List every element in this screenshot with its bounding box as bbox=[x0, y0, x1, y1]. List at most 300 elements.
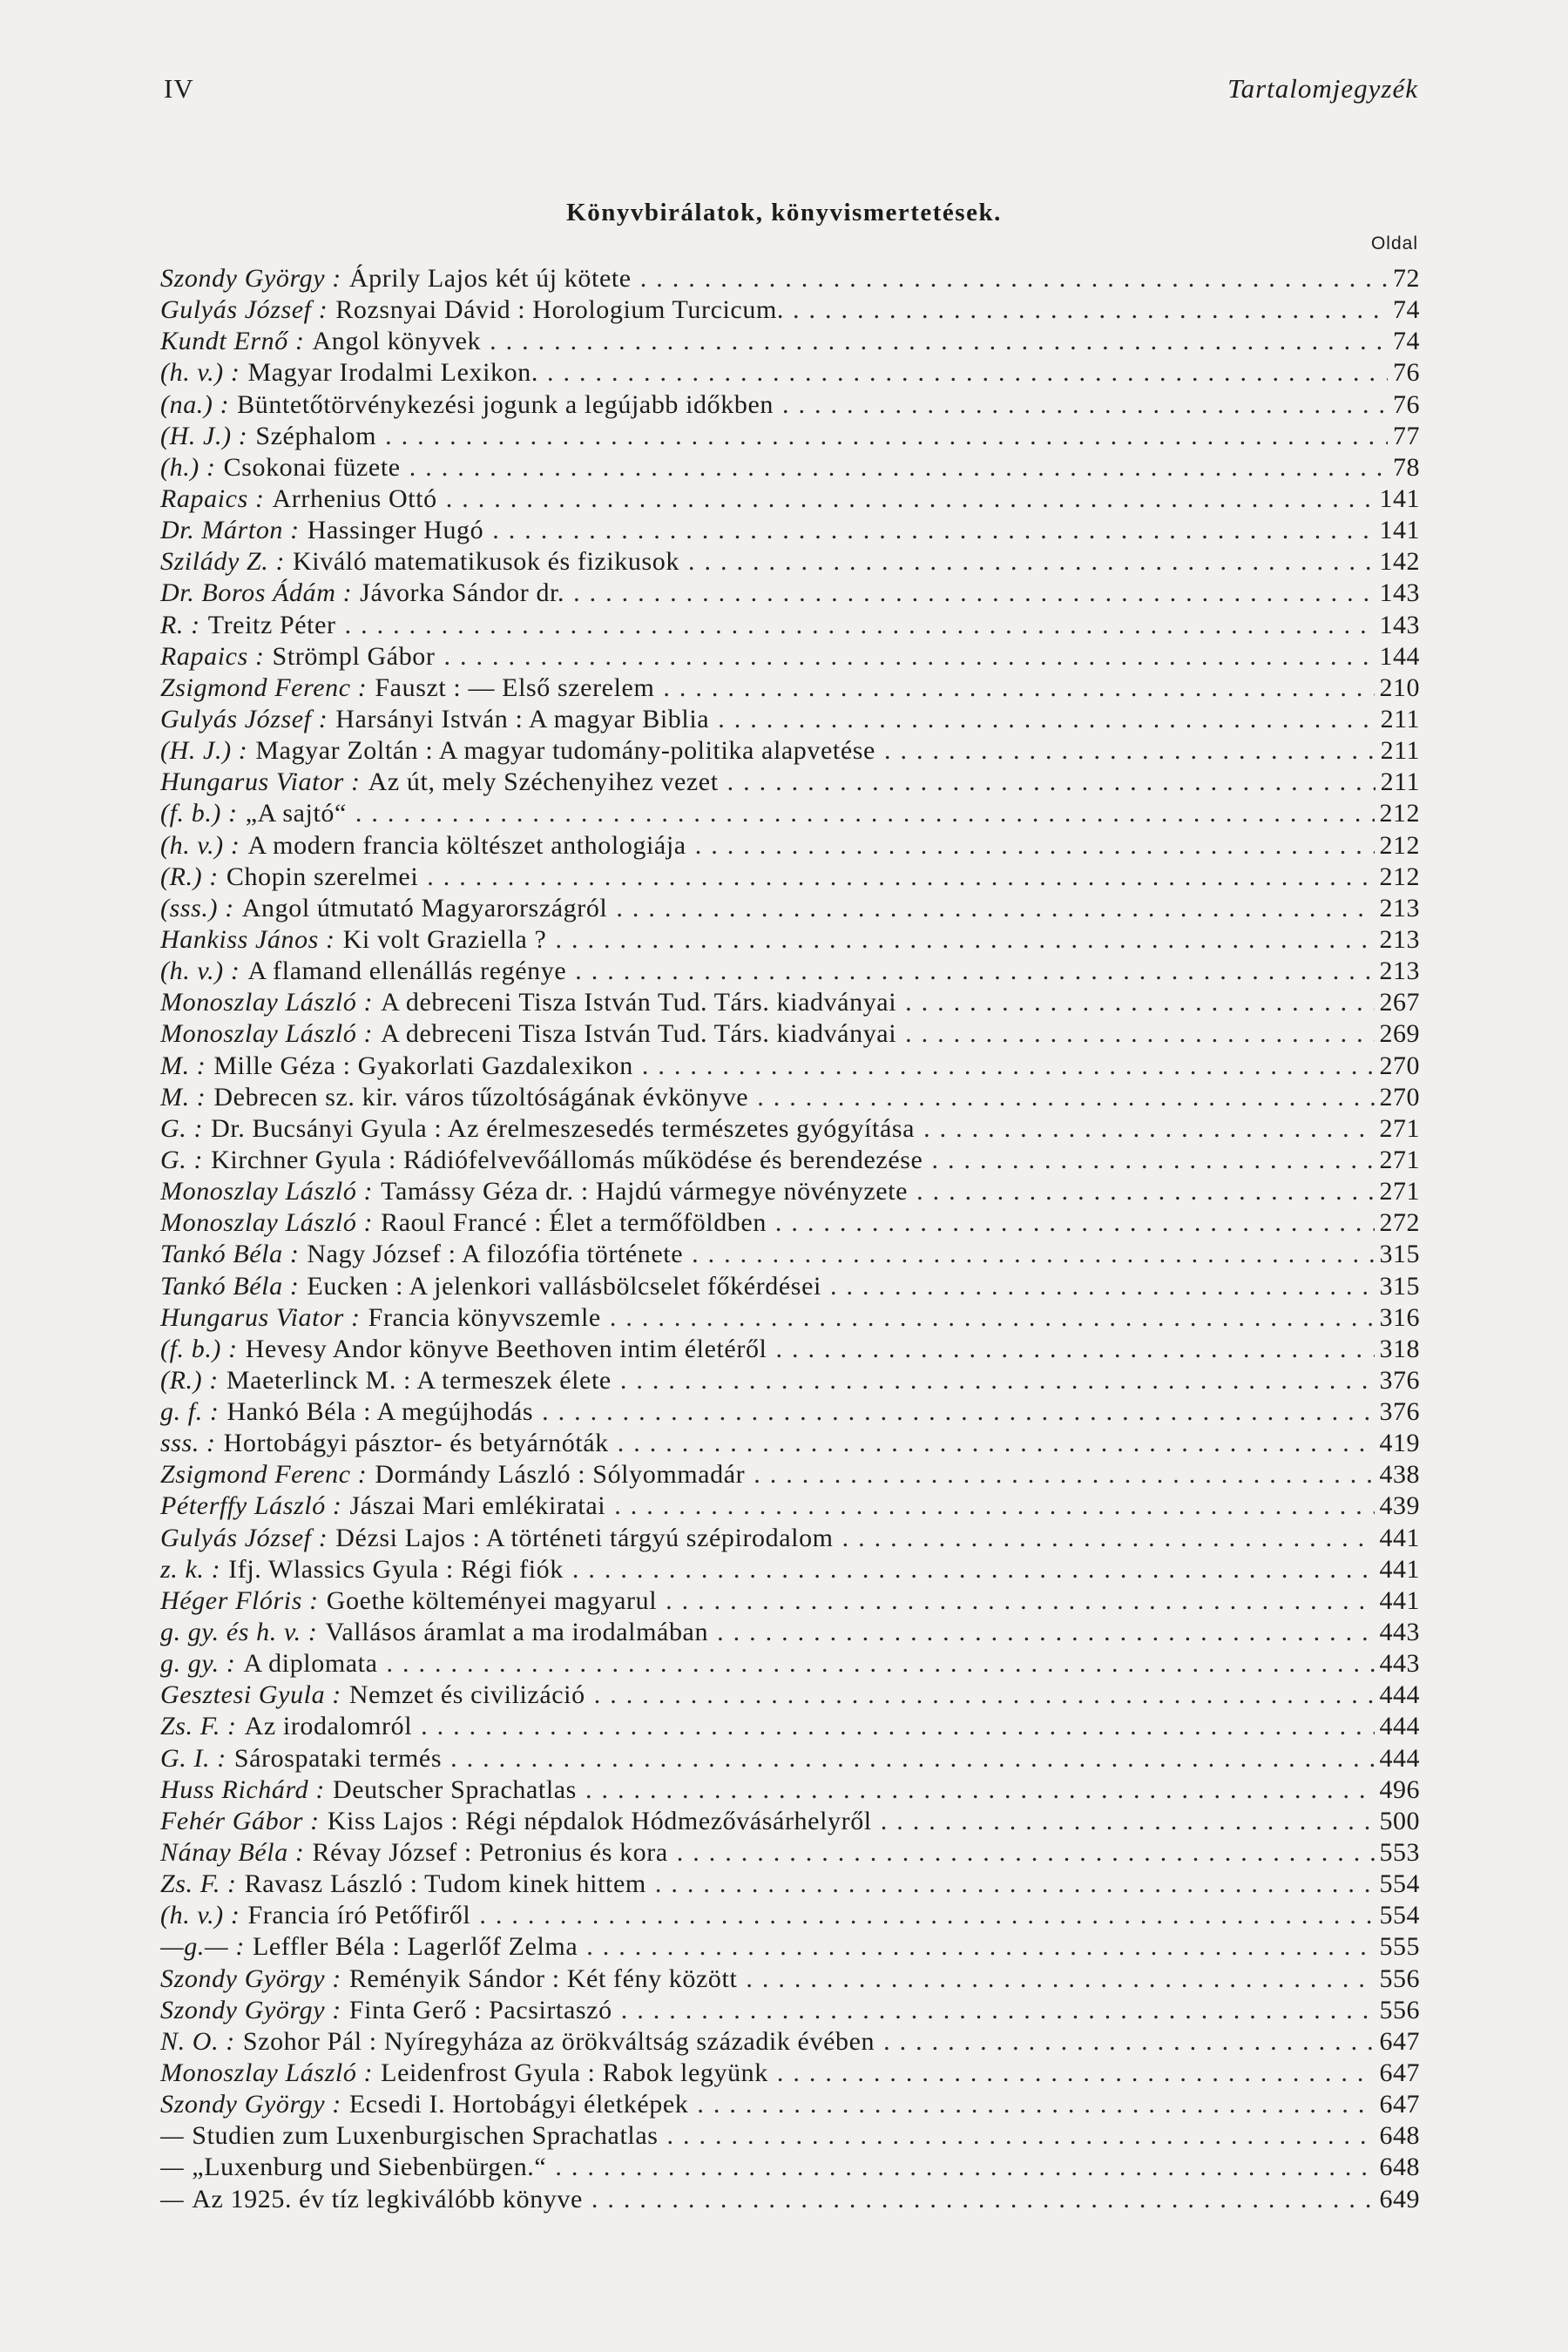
toc-entry bbox=[160, 767, 1420, 798]
entry-reviewer: Szondy György : bbox=[160, 1995, 341, 2024]
entry-reviewer: Monoszlay László : bbox=[160, 1208, 374, 1238]
dot-leader bbox=[481, 326, 1388, 357]
toc-entry bbox=[160, 1396, 1420, 1428]
dot-leader bbox=[657, 1585, 1374, 1617]
entry-page-number: 318 bbox=[1379, 1334, 1420, 1363]
dot-leader bbox=[767, 1334, 1374, 1365]
entry-page-number: 500 bbox=[1379, 1806, 1420, 1835]
entry-reviewer: N. O. : bbox=[160, 2026, 235, 2056]
entry-reviewer: z. k. : bbox=[160, 1554, 221, 1584]
entry-title: Angol útmutató Magyarországról bbox=[241, 893, 608, 923]
entry-reviewer: Hungarus Viator : bbox=[160, 1302, 361, 1332]
dot-leader bbox=[683, 1239, 1374, 1270]
entry-title: Chopin szerelmei bbox=[226, 862, 419, 891]
toc-entry bbox=[160, 641, 1420, 672]
entry-title: Francia könyvszemle bbox=[368, 1302, 601, 1332]
entry-title: Fauszt : — Első szerelem bbox=[375, 672, 655, 702]
dot-leader bbox=[418, 862, 1374, 893]
toc-entry-list bbox=[160, 263, 1420, 2215]
dot-leader bbox=[688, 2089, 1374, 2120]
toc-entry bbox=[160, 546, 1420, 578]
entry-page-number: 141 bbox=[1379, 483, 1420, 513]
dot-leader bbox=[577, 1774, 1375, 1806]
entry-page-number: 210 bbox=[1379, 672, 1420, 702]
entry-title: Csokonai füzete bbox=[223, 452, 401, 482]
entry-title: Reményik Sándor : Két fény között bbox=[348, 1963, 738, 1993]
dot-leader bbox=[607, 893, 1374, 924]
entry-page-number: 315 bbox=[1379, 1240, 1420, 1269]
dot-leader bbox=[564, 578, 1374, 609]
entry-page-number: 554 bbox=[1379, 1901, 1420, 1930]
dot-leader bbox=[896, 987, 1374, 1018]
dot-leader bbox=[774, 389, 1388, 421]
toc-entry bbox=[160, 1082, 1420, 1113]
entry-page-number: 142 bbox=[1379, 547, 1420, 577]
entry-page-number: 438 bbox=[1379, 1460, 1420, 1490]
toc-entry bbox=[160, 1963, 1420, 1995]
toc-entry bbox=[160, 1648, 1420, 1680]
entry-page-number: 211 bbox=[1380, 704, 1420, 733]
entry-title: Rozsnyai Dávid : Horologium Turcicum. bbox=[335, 295, 784, 325]
entry-reviewer: Nánay Béla : bbox=[160, 1838, 305, 1868]
entry-title: Strömpl Gábor bbox=[272, 641, 436, 671]
entry-title: Dormándy László : Sólyommadár bbox=[375, 1460, 746, 1490]
entry-title: Raoul Francé : Élet a termőföldben bbox=[381, 1208, 767, 1238]
entry-page-number: 444 bbox=[1379, 1743, 1420, 1773]
dot-leader bbox=[583, 2184, 1375, 2215]
entry-reviewer: (R.) : bbox=[160, 1365, 219, 1395]
entry-reviewer: Szondy György : bbox=[160, 1963, 341, 1993]
dot-leader bbox=[412, 1711, 1374, 1742]
entry-title: Ravasz László : Tudom kinek hittem bbox=[244, 1869, 646, 1899]
entry-page-number: 74 bbox=[1393, 295, 1420, 325]
dot-leader bbox=[578, 1931, 1374, 1963]
toc-entry bbox=[160, 1554, 1420, 1585]
dot-leader bbox=[470, 1900, 1374, 1931]
toc-entry bbox=[160, 893, 1420, 924]
entry-page-number: 270 bbox=[1379, 1051, 1420, 1080]
toc-entry bbox=[160, 326, 1420, 357]
entry-reviewer: — bbox=[160, 2121, 185, 2151]
toc-entry bbox=[160, 956, 1420, 987]
entry-title: Révay József : Petronius és kora bbox=[312, 1838, 668, 1868]
entry-page-number: 444 bbox=[1379, 1680, 1420, 1710]
entry-title: Deutscher Sprachatlas bbox=[332, 1774, 577, 1804]
toc-entry bbox=[160, 987, 1420, 1018]
entry-title: Harsányi István : A magyar Biblia bbox=[335, 704, 710, 733]
entry-page-number: 271 bbox=[1379, 1113, 1420, 1143]
entry-title: Dézsi Lajos : A történeti tárgyú szépirodalom bbox=[335, 1523, 834, 1552]
entry-reviewer: Gulyás József : bbox=[160, 1523, 328, 1552]
entry-page-number: 443 bbox=[1379, 1618, 1420, 1647]
entry-reviewer: (sss.) : bbox=[160, 893, 234, 923]
entry-title: Angol könyvek bbox=[312, 327, 482, 356]
entry-reviewer: Szilády Z. : bbox=[160, 547, 286, 577]
entry-reviewer: Zs. F. : bbox=[160, 1869, 237, 1899]
entry-title: Hassinger Hugó bbox=[307, 516, 484, 545]
toc-entry bbox=[160, 2089, 1420, 2120]
dot-leader bbox=[768, 2058, 1375, 2089]
entry-page-number: 213 bbox=[1379, 956, 1420, 986]
entry-page-number: 496 bbox=[1379, 1774, 1420, 1804]
entry-title: Debrecen sz. kir. város tűzoltóságának évkönyve bbox=[213, 1082, 749, 1112]
toc-entry bbox=[160, 830, 1420, 862]
toc-entry bbox=[160, 735, 1420, 767]
entry-page-number: 271 bbox=[1379, 1177, 1420, 1206]
entry-page-number: 647 bbox=[1379, 2090, 1420, 2119]
toc-entry bbox=[160, 610, 1420, 641]
entry-title: A diplomata bbox=[243, 1649, 378, 1679]
entry-reviewer: Zsigmond Ferenc : bbox=[160, 1460, 368, 1490]
entry-reviewer: G. I. : bbox=[160, 1743, 226, 1773]
dot-leader bbox=[336, 610, 1375, 641]
dot-leader bbox=[436, 641, 1375, 672]
entry-reviewer: (h. v.) : bbox=[160, 358, 240, 388]
toc-entry bbox=[160, 862, 1420, 893]
dot-leader bbox=[719, 767, 1375, 798]
entry-title: Kiss Lajos : Régi népdalok Hódmezővásárhelyről bbox=[327, 1806, 872, 1835]
entry-page-number: 211 bbox=[1380, 767, 1420, 797]
dot-leader bbox=[585, 1680, 1375, 1711]
entry-reviewer: Gesztesi Gyula : bbox=[160, 1680, 341, 1710]
toc-entry bbox=[160, 515, 1420, 546]
entry-page-number: 270 bbox=[1379, 1082, 1420, 1112]
entry-title: Az irodalomról bbox=[244, 1712, 413, 1741]
entry-page-number: 144 bbox=[1379, 641, 1420, 671]
dot-leader bbox=[908, 1176, 1374, 1207]
dot-leader bbox=[483, 515, 1374, 546]
entry-reviewer: Dr. Márton : bbox=[160, 516, 300, 545]
entry-page-number: 271 bbox=[1379, 1145, 1420, 1174]
dot-leader bbox=[612, 1365, 1375, 1396]
entry-title: Sárospataki termés bbox=[233, 1743, 443, 1773]
entry-reviewer: Zs. F. : bbox=[160, 1712, 237, 1741]
entry-reviewer: — bbox=[160, 2184, 185, 2213]
entry-page-number: 72 bbox=[1393, 264, 1420, 293]
toc-entry bbox=[160, 1837, 1420, 1869]
dot-leader bbox=[748, 1082, 1374, 1113]
toc-entry bbox=[160, 1743, 1420, 1774]
entry-title: Maeterlinck M. : A termeszek élete bbox=[226, 1365, 612, 1395]
entry-reviewer: Péterffy László : bbox=[160, 1491, 342, 1521]
toc-entry bbox=[160, 2058, 1420, 2089]
dot-leader bbox=[834, 1523, 1375, 1554]
dot-leader bbox=[875, 2026, 1374, 2058]
entry-title: A flamand ellenállás regénye bbox=[247, 956, 567, 986]
entry-title: Magyar Irodalmi Lexikon. bbox=[247, 358, 538, 388]
toc-entry bbox=[160, 1428, 1420, 1459]
toc-entry bbox=[160, 924, 1420, 956]
entry-page-number: 212 bbox=[1379, 862, 1420, 891]
entry-reviewer: Monoszlay László : bbox=[160, 1019, 374, 1049]
dot-leader bbox=[659, 2120, 1375, 2152]
toc-entry bbox=[160, 263, 1420, 294]
entry-page-number: 554 bbox=[1379, 1869, 1420, 1899]
entry-title: Vallásos áramlat a ma irodalmában bbox=[325, 1618, 709, 1647]
dot-leader bbox=[564, 1554, 1375, 1585]
entry-page-number: 441 bbox=[1379, 1554, 1420, 1584]
toc-entry bbox=[160, 389, 1420, 421]
entry-page-number: 649 bbox=[1379, 2184, 1420, 2213]
entry-reviewer: Zsigmond Ferenc : bbox=[160, 672, 368, 702]
toc-entry bbox=[160, 1931, 1420, 1963]
dot-leader bbox=[376, 421, 1388, 452]
entry-page-number: 212 bbox=[1379, 830, 1420, 860]
entry-reviewer: Monoszlay László : bbox=[160, 988, 374, 1017]
dot-leader bbox=[601, 1302, 1375, 1334]
entry-reviewer: Hungarus Viator : bbox=[160, 767, 361, 797]
entry-title: Jászai Mari emlékiratai bbox=[349, 1491, 606, 1521]
entry-reviewer: (f. b.) : bbox=[160, 1334, 238, 1363]
entry-title: Francia író Petőfiről bbox=[247, 1901, 471, 1930]
entry-page-number: 647 bbox=[1379, 2058, 1420, 2088]
entry-reviewer: Huss Richárd : bbox=[160, 1774, 325, 1804]
entry-page-number: 441 bbox=[1379, 1523, 1420, 1552]
entry-reviewer: Rapaics : bbox=[160, 483, 265, 513]
dot-leader bbox=[767, 1207, 1375, 1239]
entry-page-number: 77 bbox=[1393, 421, 1420, 450]
entry-reviewer: Gulyás József : bbox=[160, 295, 328, 325]
entry-reviewer: (h.) : bbox=[160, 452, 216, 482]
entry-page-number: 439 bbox=[1379, 1491, 1420, 1521]
entry-reviewer: (h. v.) : bbox=[160, 956, 240, 986]
dot-leader bbox=[633, 1051, 1375, 1082]
page-column-label: Oldal bbox=[1370, 233, 1418, 253]
dot-leader bbox=[442, 1743, 1374, 1774]
page-number-roman: IV bbox=[164, 73, 194, 104]
entry-title: Leidenfrost Gyula : Rabok legyünk bbox=[381, 2058, 768, 2088]
entry-title: Kiváló matematikusok és fizikusok bbox=[293, 547, 679, 577]
dot-leader bbox=[566, 956, 1374, 987]
entry-title: Goethe költeményei magyarul bbox=[326, 1585, 658, 1615]
entry-title: Hortobágyi pásztor- és betyárnóták bbox=[223, 1429, 609, 1458]
toc-entry bbox=[160, 2152, 1420, 2183]
entry-page-number: 556 bbox=[1379, 1995, 1420, 2024]
entry-title: Treitz Péter bbox=[207, 610, 336, 639]
toc-entry bbox=[160, 1365, 1420, 1396]
toc-entry bbox=[160, 1900, 1420, 1931]
entry-reviewer: G. : bbox=[160, 1145, 204, 1174]
entry-reviewer: Dr. Boros Ádám : bbox=[160, 578, 353, 608]
running-title: Tartalomjegyzék bbox=[1227, 73, 1418, 104]
entry-page-number: 211 bbox=[1380, 736, 1420, 766]
toc-entry bbox=[160, 1490, 1420, 1522]
entry-reviewer: Fehér Gábor : bbox=[160, 1806, 320, 1835]
toc-entry bbox=[160, 1995, 1420, 2026]
entry-title: Széphalom bbox=[255, 421, 377, 450]
entry-reviewer: g. gy. : bbox=[160, 1649, 236, 1679]
entry-title: Mille Géza : Gyakorlati Gazdalexikon bbox=[213, 1051, 633, 1080]
dot-leader bbox=[605, 1490, 1374, 1522]
entry-page-number: 269 bbox=[1379, 1019, 1420, 1049]
entry-reviewer: Monoszlay László : bbox=[160, 1177, 374, 1206]
entry-reviewer: (h. v.) : bbox=[160, 830, 240, 860]
entry-title: „A sajtó“ bbox=[245, 799, 347, 828]
dot-leader bbox=[708, 1617, 1374, 1648]
dot-leader bbox=[709, 704, 1375, 735]
entry-reviewer: (H. J.) : bbox=[160, 736, 248, 766]
dot-leader bbox=[668, 1837, 1375, 1869]
entry-title: Hevesy Andor könyve Beethoven intim életéről bbox=[245, 1334, 767, 1363]
toc-entry bbox=[160, 1051, 1420, 1082]
entry-title: Tamássy Géza dr. : Hajdú vármegye növényzete bbox=[381, 1177, 909, 1206]
entry-reviewer: Rapaics : bbox=[160, 641, 265, 671]
toc-entry bbox=[160, 452, 1420, 483]
dot-leader bbox=[609, 1428, 1375, 1459]
toc-entry bbox=[160, 1207, 1420, 1239]
entry-title: Magyar Zoltán : A magyar tudomány-politika alapvetése bbox=[255, 736, 875, 766]
page-header bbox=[0, 73, 1568, 108]
dot-leader bbox=[654, 672, 1374, 704]
entry-page-number: 213 bbox=[1379, 924, 1420, 954]
entry-page-number: 76 bbox=[1393, 389, 1420, 419]
toc-entry bbox=[160, 1334, 1420, 1365]
toc-entry bbox=[160, 2184, 1420, 2215]
entry-page-number: 444 bbox=[1379, 1712, 1420, 1741]
section-title: Könyvbirálatok, könyvismertetések. bbox=[566, 199, 1002, 226]
dot-leader bbox=[347, 798, 1375, 829]
entry-title: „Luxenburg und Siebenbürgen.“ bbox=[192, 2153, 547, 2182]
entry-page-number: 648 bbox=[1379, 2153, 1420, 2182]
toc-entry bbox=[160, 578, 1420, 609]
dot-leader bbox=[896, 1018, 1374, 1050]
entry-reviewer: Tankó Béla : bbox=[160, 1240, 300, 1269]
toc-entry bbox=[160, 421, 1420, 452]
entry-page-number: 74 bbox=[1393, 327, 1420, 356]
toc-entry bbox=[160, 1617, 1420, 1648]
entry-title: Finta Gerő : Pacsirtaszó bbox=[348, 1995, 612, 2024]
entry-reviewer: Tankó Béla : bbox=[160, 1271, 300, 1301]
dot-leader bbox=[538, 357, 1388, 389]
dot-leader bbox=[546, 924, 1374, 956]
entry-title: A modern francia költészet anthologiája bbox=[247, 830, 686, 860]
entry-page-number: 376 bbox=[1379, 1365, 1420, 1395]
entry-page-number: 648 bbox=[1379, 2121, 1420, 2151]
entry-page-number: 141 bbox=[1379, 516, 1420, 545]
toc-entry bbox=[160, 1680, 1420, 1711]
entry-reviewer: G. : bbox=[160, 1113, 204, 1143]
toc-entry bbox=[160, 1774, 1420, 1806]
dot-leader bbox=[378, 1648, 1375, 1680]
entry-title: Jávorka Sándor dr. bbox=[360, 578, 565, 608]
entry-reviewer: (na.) : bbox=[160, 389, 230, 419]
dot-leader bbox=[784, 294, 1388, 326]
entry-page-number: 556 bbox=[1379, 1963, 1420, 1993]
entry-page-number: 555 bbox=[1379, 1932, 1420, 1962]
entry-page-number: 419 bbox=[1379, 1429, 1420, 1458]
toc-entry bbox=[160, 1806, 1420, 1837]
entry-page-number: 553 bbox=[1379, 1838, 1420, 1868]
entry-page-number: 315 bbox=[1379, 1271, 1420, 1301]
entry-title: Nemzet és civilizáció bbox=[348, 1680, 585, 1710]
entry-page-number: 76 bbox=[1393, 358, 1420, 388]
entry-reviewer: Monoszlay László : bbox=[160, 2058, 374, 2088]
entry-reviewer: Szondy György : bbox=[160, 264, 341, 293]
dot-leader bbox=[821, 1271, 1375, 1302]
entry-page-number: 267 bbox=[1379, 988, 1420, 1017]
entry-reviewer: (f. b.) : bbox=[160, 799, 238, 828]
dot-leader bbox=[915, 1113, 1374, 1145]
entry-title: Az 1925. év tíz legkiválóbb könyve bbox=[192, 2184, 583, 2213]
toc-entry bbox=[160, 1302, 1420, 1334]
toc-entry bbox=[160, 357, 1420, 389]
entry-reviewer: g. gy. és h. v. : bbox=[160, 1618, 318, 1647]
toc-entry bbox=[160, 1869, 1420, 1900]
entry-reviewer: (H. J.) : bbox=[160, 421, 248, 450]
entry-page-number: 376 bbox=[1379, 1397, 1420, 1427]
entry-title: A debreceni Tisza István Tud. Társ. kiadványai bbox=[381, 1019, 897, 1049]
toc-entry bbox=[160, 1176, 1420, 1207]
entry-page-number: 212 bbox=[1379, 799, 1420, 828]
entry-page-number: 443 bbox=[1379, 1649, 1420, 1679]
entry-reviewer: Héger Flóris : bbox=[160, 1585, 319, 1615]
entry-page-number: 78 bbox=[1393, 452, 1420, 482]
entry-page-number: 143 bbox=[1379, 578, 1420, 608]
toc-entry bbox=[160, 1523, 1420, 1554]
dot-leader bbox=[437, 483, 1375, 515]
entry-title: Az út, mely Széchenyihez vezet bbox=[368, 767, 719, 797]
entry-title: Ecsedi I. Hortobágyi életképek bbox=[348, 2090, 689, 2119]
entry-reviewer: Gulyás József : bbox=[160, 704, 328, 733]
dot-leader bbox=[679, 546, 1375, 578]
entry-reviewer: — bbox=[160, 2153, 185, 2182]
dot-leader bbox=[745, 1459, 1374, 1490]
entry-page-number: 272 bbox=[1379, 1208, 1420, 1238]
toc-entry bbox=[160, 2026, 1420, 2058]
entry-page-number: 441 bbox=[1379, 1585, 1420, 1615]
entry-reviewer: M. : bbox=[160, 1082, 206, 1112]
dot-leader bbox=[401, 452, 1388, 483]
entry-title: Dr. Bucsányi Gyula : Az érelmeszesedés természetes gyógyítása bbox=[211, 1113, 916, 1143]
toc-entry bbox=[160, 798, 1420, 829]
entry-reviewer: R. : bbox=[160, 610, 200, 639]
toc-entry bbox=[160, 1239, 1420, 1270]
toc-entry bbox=[160, 294, 1420, 326]
dot-leader bbox=[533, 1396, 1374, 1428]
entry-title: Ifj. Wlassics Gyula : Régi fiók bbox=[228, 1554, 564, 1584]
toc-entry bbox=[160, 672, 1420, 704]
toc-entry bbox=[160, 1711, 1420, 1742]
entry-title: Hankó Béla : A megújhodás bbox=[226, 1397, 534, 1427]
dot-leader bbox=[872, 1806, 1375, 1837]
toc-entry bbox=[160, 2120, 1420, 2152]
entry-reviewer: g. f. : bbox=[160, 1397, 220, 1427]
entry-reviewer: (h. v.) : bbox=[160, 1901, 240, 1930]
entry-page-number: 316 bbox=[1379, 1302, 1420, 1332]
dot-leader bbox=[632, 263, 1388, 294]
dot-leader bbox=[737, 1963, 1374, 1995]
toc-entry bbox=[160, 1459, 1420, 1490]
entry-title: Leffler Béla : Lagerlőf Zelma bbox=[252, 1932, 578, 1962]
entry-title: Áprily Lajos két új kötete bbox=[348, 264, 632, 293]
entry-title: A debreceni Tisza István Tud. Társ. kiadványai bbox=[381, 988, 897, 1017]
toc-entry bbox=[160, 1018, 1420, 1050]
dot-leader bbox=[686, 830, 1375, 862]
entry-title: Studien zum Luxenburgischen Sprachatlas bbox=[192, 2121, 659, 2151]
entry-page-number: 143 bbox=[1379, 610, 1420, 639]
toc-entry bbox=[160, 483, 1420, 515]
dot-leader bbox=[923, 1145, 1374, 1176]
toc-entry bbox=[160, 1585, 1420, 1617]
toc-entry bbox=[160, 1271, 1420, 1302]
toc-entry bbox=[160, 704, 1420, 735]
entry-reviewer: Hankiss János : bbox=[160, 924, 335, 954]
entry-reviewer: (R.) : bbox=[160, 862, 219, 891]
entry-page-number: 213 bbox=[1379, 893, 1420, 923]
entry-page-number: 647 bbox=[1379, 2026, 1420, 2056]
entry-title: Ki volt Graziella ? bbox=[342, 924, 547, 954]
entry-reviewer: sss. : bbox=[160, 1429, 216, 1458]
